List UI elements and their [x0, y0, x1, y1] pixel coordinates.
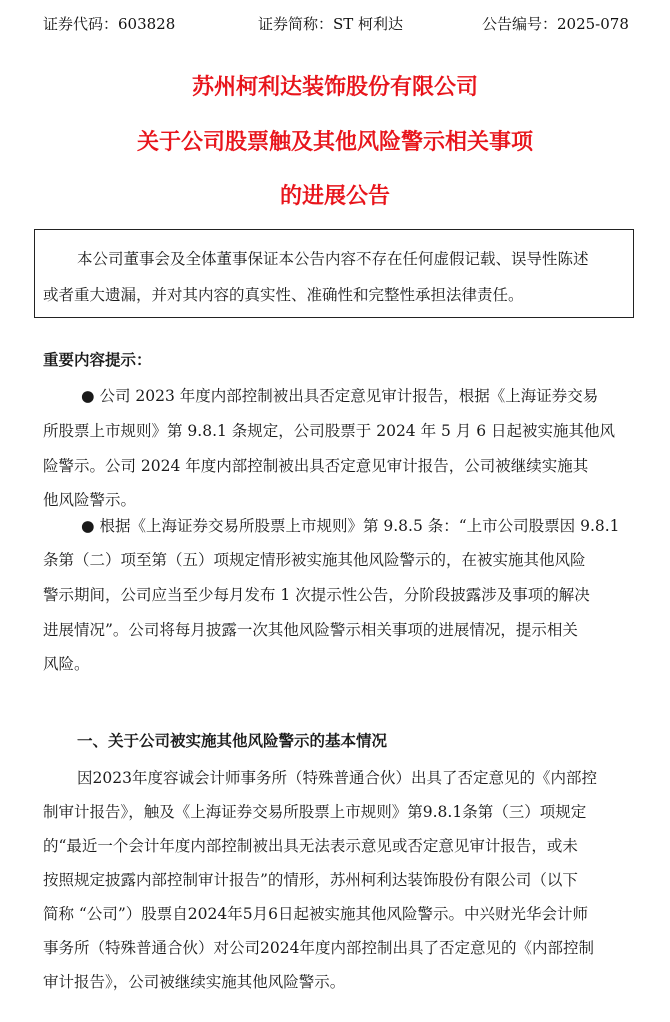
stock-code: 证券代码：603828: [43, 15, 176, 33]
bullet-line: 所股票上市规则》第 9.8.1 条规定，公司股票于 2024 年 5 月 6 日起被实施其他风: [43, 422, 616, 440]
body-line: 制审计报告》，触及《上海证券交易所股票上市规则》第9.8.1条第（三）项规定: [43, 803, 587, 821]
body-line: 因2023年度容诚会计师事务所（特殊普通合伙）出具了否定意见的《内部控: [77, 769, 597, 787]
bullet-line: 警示期间，公司应当至少每月发布 1 次提示性公告，分阶段披露涉及事项的解决: [43, 586, 590, 604]
bullet-line: 风险。: [43, 655, 90, 673]
body-line: 的“最近一个会计年度内部控制被出具无法表示意见或否定意见审计报告，或未: [43, 837, 578, 855]
disclaimer-line: 本公司董事会及全体董事保证本公告内容不存在任何虚假记载、误导性陈述: [77, 250, 589, 268]
title-suffix: 的进展公告: [279, 184, 390, 209]
bullet-line: ● 根据《上海证券交易所股票上市规则》第 9.8.5 条：“上市公司股票因 9.8.1: [81, 517, 620, 535]
body-line: 按照规定披露内部控制审计报告”的情形，苏州柯利达装饰股份有限公司（以下: [43, 871, 578, 889]
disclaimer-line: 或者重大遗漏，并对其内容的真实性、准确性和完整性承担法律责任。: [43, 286, 524, 304]
bullet-line: 进展情况”。公司将每月披露一次其他风险警示相关事项的进展情况，提示相关: [43, 621, 578, 639]
section-heading: 一、关于公司被实施其他风险警示的基本情况: [77, 732, 388, 750]
announcement-number: 公告编号：2025-078: [482, 15, 629, 33]
body-line: 审计报告》，公司被继续实施其他风险警示。: [43, 973, 346, 991]
title-subject: 关于公司股票触及其他风险警示相关事项: [136, 130, 533, 155]
bullet-line: 他风险警示。: [43, 491, 137, 509]
highlights-heading: 重要内容提示：: [43, 351, 152, 369]
bullet-line: 条第（二）项至第（五）项规定情形被实施其他风险警示的，在被实施其他风险: [43, 551, 586, 569]
bullet-line: ● 公司 2023 年度内部控制被出具否定意见审计报告，根据《上海证券交易: [81, 387, 599, 405]
title-company: 苏州柯利达装饰股份有限公司: [191, 75, 478, 100]
bullet-line: 险警示。公司 2024 年度内部控制被出具否定意见审计报告，公司被继续实施其: [43, 457, 589, 475]
stock-short-name: 证券简称：ST 柯利达: [258, 15, 404, 33]
body-line: 事务所（特殊普通合伙）对公司2024年度内部控制出具了否定意见的《内部控制: [43, 939, 594, 957]
body-line: 简称 “公司”）股票自2024年5月6日起被实施其他风险警示。中兴财光华会计师: [43, 905, 588, 923]
